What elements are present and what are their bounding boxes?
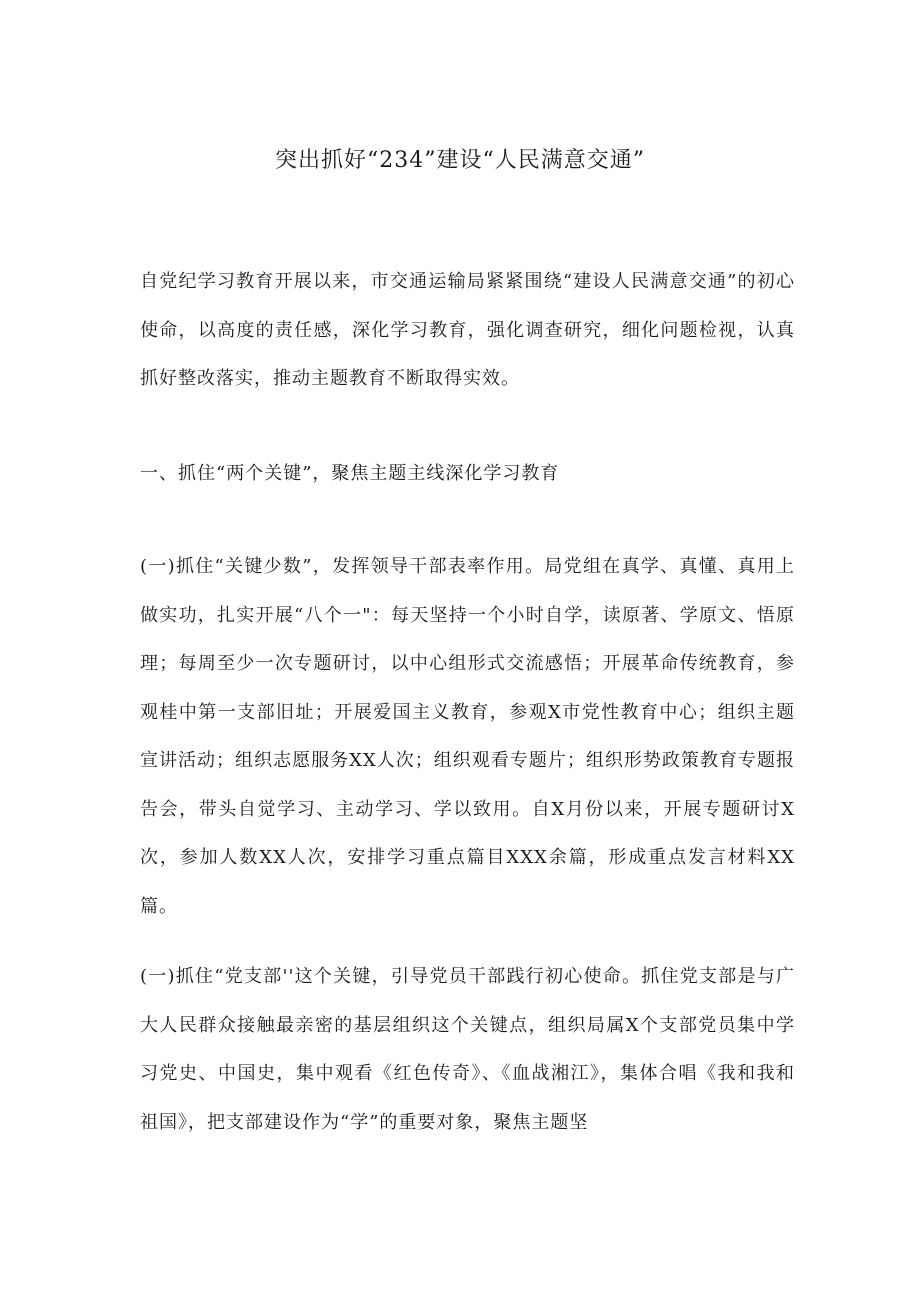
document-title: 突出抓好“234”建设“人民满意交通” <box>275 148 645 173</box>
body-paragraph-1: (一)抓住“关键少数”，发挥领导干部表率作用。局党组在真学、真懂、真用上做实功，扎实开展“八个一"：每天坚持一个小时自学，读原著、学原文、悟原理；每周至少一次专题研讨，以中心组形式交流感悟；开展革命传统教育，参观桂中第一支部旧址；开展爱国主义教育，参观X市党性教育中心；组织主题宣讲活动；组织志愿服务XX人次；组织观看专题片；组织形势政策教育专题报告会，带头自觉学习、主动学习、学以致用。自X月份以来，开展专题研讨X次，参加人数XX人次，安排学习重点篇目XXX余篇，形成重点发言材料XX篇。 <box>140 556 795 917</box>
body-paragraph-2: (一)抓住“党支部''这个关键，引导党员干部践行初心使命。抓住党支部是与广大人民群众接触最亲密的基层组织这个关键点，组织局属X个支部党员集中学习党史、中国史，集中观看《红色传奇》、《血战湘江》，集体合唱《我和我和祖国》，把支部建设作为“学”的重要对象，聚焦主题坚 <box>140 966 795 1133</box>
section-heading: 一、抓住“两个关键”，聚焦主题主线深化学习教育 <box>140 463 560 484</box>
intro-paragraph: 自党纪学习教育开展以来，市交通运输局紧紧围绕“建设人民满意交通”的初心使命，以高度的责任感，深化学习教育，强化调查研究，细化问题检视，认真抓好整改落实，推动主题教育不断取得实效。 <box>140 271 795 389</box>
